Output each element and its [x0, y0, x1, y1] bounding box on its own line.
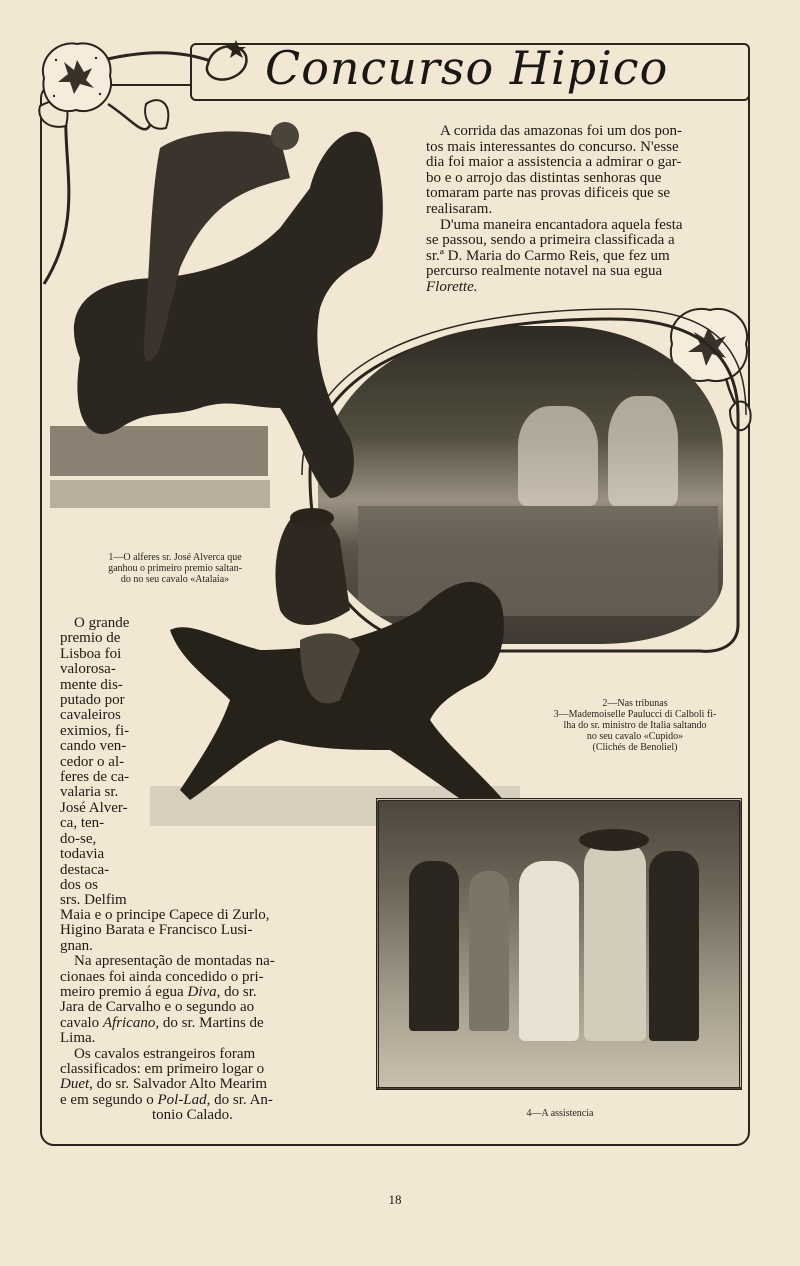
narrow-line: mente dis-	[60, 676, 123, 693]
bottom-line: gnan.	[60, 937, 93, 954]
text-run: meiro premio á egua	[60, 984, 188, 1001]
intro-text	[426, 124, 748, 296]
caption-line: 3—Mademoiselle Paulucci di Calboli fi-	[553, 709, 717, 720]
narrow-line: Lisboa foi	[60, 645, 122, 662]
intro-line: percurso realmente notavel na sua egua	[426, 263, 663, 280]
text-run: do sr. Salvador Alto Mearim	[92, 1076, 268, 1093]
narrow-line: cedor o al-	[60, 753, 125, 770]
intro-line: tomaram parte nas provas dificeis que se	[426, 185, 671, 202]
narrow-line: do-se,	[60, 830, 97, 847]
caption-line: no seu cavalo «Cupido»	[586, 731, 684, 742]
text-run: e em segundo o	[60, 1091, 158, 1108]
narrow-line: ca, ten-	[60, 815, 105, 832]
caption-1	[70, 552, 280, 585]
horse-name: Florette.	[426, 278, 478, 295]
text-run: do sr. An-	[210, 1091, 273, 1108]
narrow-line: feres de ca-	[60, 769, 130, 786]
caption-line: 2—Nas tribunas	[602, 698, 668, 709]
intro-line: D'uma maneira encantadora aquela festa	[440, 216, 683, 233]
intro-line	[426, 280, 748, 296]
bottom-line	[60, 985, 344, 1000]
photo-assistencia	[376, 798, 742, 1090]
bottom-line: tonio Calado.	[152, 1107, 233, 1124]
narrow-line: todavia	[60, 846, 105, 863]
intro-line: tos mais interessantes do concurso. N'esse	[426, 138, 679, 155]
narrow-line: dos os	[60, 876, 98, 893]
text-run: cavalo	[60, 1014, 103, 1031]
intro-line: bo e o arrojo das distintas senhoras que	[426, 169, 662, 186]
intro-line: se passou, sendo a primeira classificada a	[426, 232, 675, 249]
horse-name: Duet,	[60, 1076, 93, 1093]
bottom-line: Os cavalos estrangeiros foram	[74, 1045, 256, 1062]
text-run: do sr. Martins de	[159, 1014, 264, 1031]
narrow-line: valorosa-	[60, 661, 116, 678]
page-title: Concurso Hipico	[265, 41, 669, 95]
bottom-line	[60, 1093, 344, 1108]
narrow-line: eximios, fi-	[60, 722, 130, 739]
bottom-line: Higino Barata e Francisco Lusi-	[60, 922, 253, 939]
narrow-line: cavaleiros	[60, 707, 121, 724]
bottom-line: Na apresentação de montadas na-	[74, 953, 275, 970]
caption-line: ganhou o primeiro premio saltan-	[108, 563, 242, 574]
caption-line: do no seu cavalo «Atalaia»	[120, 574, 230, 585]
horse-name: Pol-Lad,	[157, 1091, 211, 1108]
photo-mademoiselle-jump	[150, 500, 530, 830]
intro-line: dia foi maior a assistencia a admirar o gar-	[426, 154, 682, 171]
bottom-line: cionaes foi ainda concedido o pri-	[60, 968, 264, 985]
narrow-column-text	[60, 616, 156, 909]
bottom-line: Lima.	[60, 1030, 96, 1047]
narrow-line: putado por	[60, 692, 125, 709]
flower-bud-icon	[198, 34, 254, 86]
bottom-line: Maia e o principe Capece di Zurlo,	[60, 907, 270, 923]
narrow-line: premio de	[60, 630, 121, 647]
intro-line: A corrida das amazonas foi um dos pon-	[440, 123, 683, 139]
poppy-flower-icon	[36, 38, 118, 118]
bottom-line	[60, 1016, 344, 1031]
intro-line: sr.ª D. Maria do Carmo Reis, que fez um	[426, 247, 670, 264]
caption-line: (Clichés de Benoliel)	[592, 742, 678, 753]
narrow-line: valaria sr.	[60, 784, 119, 801]
bottom-text	[60, 908, 344, 1124]
narrow-line: srs. Delfim	[60, 892, 127, 909]
narrow-line: O grande	[74, 615, 130, 631]
narrow-line: destaca-	[60, 861, 110, 878]
narrow-line: cando ven-	[60, 738, 127, 755]
bottom-line	[60, 1077, 344, 1092]
text-run: do sr.	[220, 984, 257, 1001]
horse-name: Diva,	[187, 984, 221, 1001]
caption-4: 4—A assistencia	[526, 1108, 594, 1119]
intro-line: realisaram.	[426, 200, 493, 217]
bottom-line: Jara de Carvalho e o segundo ao	[60, 999, 255, 1016]
horse-name: Africano,	[102, 1014, 160, 1031]
photo-alferes-jump	[50, 108, 390, 508]
page-number: 18	[388, 1192, 402, 1207]
caption-line: 1—O alferes sr. José Alverca que	[108, 552, 242, 563]
caption-line: lha do sr. ministro de Italia saltando	[563, 720, 707, 731]
narrow-line: José Alver-	[60, 799, 128, 816]
caption-2-3	[510, 698, 760, 753]
bottom-line: classificados: em primeiro logar o	[60, 1061, 265, 1078]
